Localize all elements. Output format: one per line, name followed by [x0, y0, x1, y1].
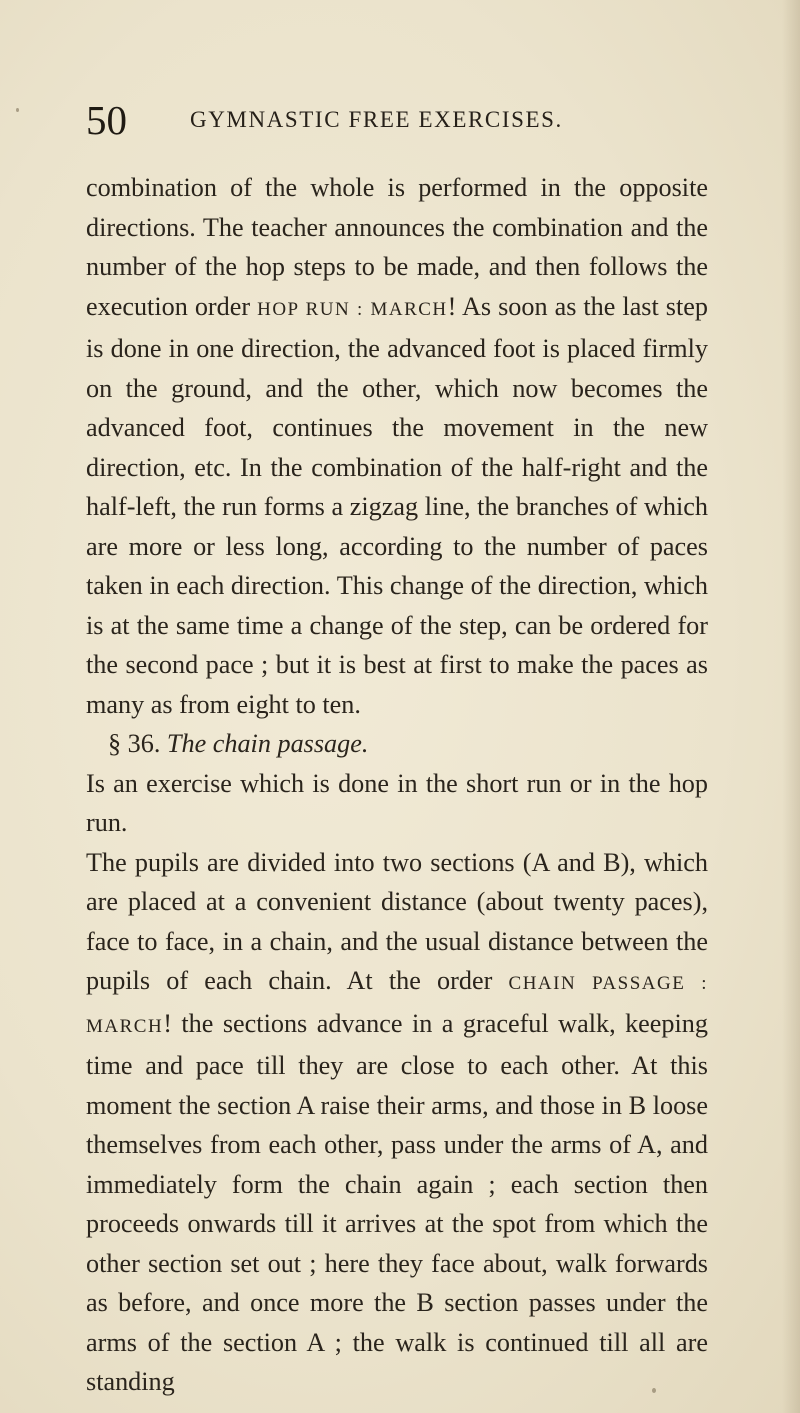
- execution-order: CHAIN PASSAGE : MARCH: [86, 973, 709, 1037]
- section-number: § 36.: [108, 729, 161, 758]
- page-header: [86, 90, 706, 150]
- page-number: 50: [86, 97, 127, 143]
- paragraph-combination: [86, 168, 708, 724]
- section-title: The chain passage.: [166, 729, 369, 758]
- execution-order: HOP RUN : MARCH: [257, 298, 448, 320]
- paragraph-chain-intro: Is an exercise which is done in the short run or in the hop run.: [86, 768, 708, 837]
- paragraph-text: ! As soon as the last step is done in one direction, the advanced foot is placed firmly on the ground, and the other, which now becomes the advanced foot, continues the movement in the new direction, etc. In the combination of the half-right and the half-left, the run forms a zigzag line, the branches of which are more or less long, according to the number of paces taken in each direction. This change of the direction, which is at the same time a change of the step, can be ordered for the second pace ; but it is best at first to make the paces as many as from eight to ten.: [86, 291, 708, 719]
- paragraph-text: combination of the whole is performed in the opposite directions. The teacher announces the combination and the number of the hop steps to be made, and then follows the execution order: [86, 173, 708, 321]
- body-text: [86, 168, 708, 1402]
- paragraph-text: The pupils are divided into two sections (A and B), which are placed at a convenient distance (about twenty paces), face to face, in a chain, and the usual distance between the pupils of each chain. At the order: [86, 847, 708, 995]
- paragraph-chain-description: [86, 843, 708, 1402]
- paragraph-text: ! the sections advance in a graceful walk, keeping time and pace till they are close to each other. At this moment the section A raise their arms, and those in B loose themselves from each other, pass under the arms of A, and immediately form the chain again ; each section then proceeds onwards till it arrives at the spot from which the other section set out ; here they face about, walk forwards as before, and once more the B section passes under the arms of the section A ; the walk is continued till all are standing: [86, 1008, 708, 1396]
- running-head: GYMNASTIC FREE EXERCISES.: [190, 107, 563, 132]
- paper-speck: [652, 1388, 656, 1393]
- paper-speck: [16, 108, 19, 112]
- section-heading: [86, 724, 708, 764]
- page-edge-shadow: [782, 0, 800, 1413]
